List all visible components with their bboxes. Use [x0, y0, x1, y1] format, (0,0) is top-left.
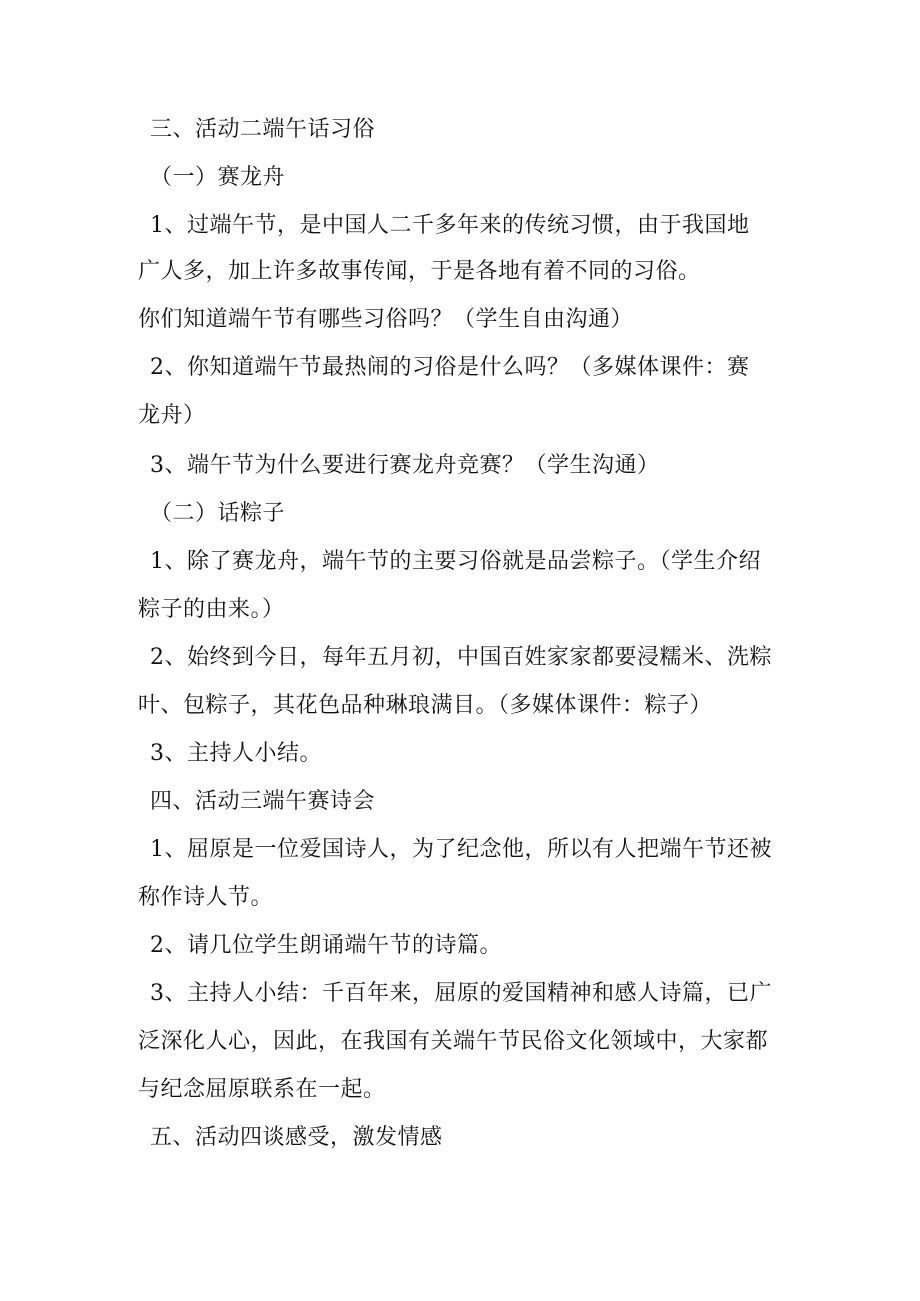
- section-heading-3: 三、活动二端午话习俗: [150, 117, 376, 142]
- paragraph-line: 叶、包粽子，其花色品种琳琅满目。（多媒体课件：粽子）: [138, 693, 713, 718]
- paragraph-line: 你们知道端午节有哪些习俗吗？（学生自由沟通）: [138, 307, 634, 332]
- paragraph-line: 称作诗人节。: [138, 885, 274, 910]
- paragraph-line: 龙舟）: [138, 403, 206, 428]
- paragraph-line: 广人多，加上许多故事传闻，于是各地有着不同的习俗。: [138, 259, 701, 284]
- section-heading-5: 五、活动四谈感受，激发情感: [150, 1125, 443, 1150]
- paragraph-line: 1、屈原是一位爱国诗人，为了纪念他，所以有人把端午节还被: [150, 837, 772, 862]
- paragraph-line: 2、始终到今日，每年五月初，中国百姓家家都要浸糯米、洗粽: [150, 645, 772, 670]
- paragraph-line: 泛深化人心，因此，在我国有关端午节民俗文化领域中，大家都: [138, 1029, 769, 1054]
- paragraph-line: 3、主持人小结。: [150, 741, 322, 766]
- subsection-heading-zongzi: （二）话粽子: [150, 501, 286, 526]
- paragraph-line: 粽子的由来。）: [138, 597, 285, 622]
- paragraph-line: 2、你知道端午节最热闹的习俗是什么吗？（多媒体课件：赛: [150, 355, 750, 380]
- paragraph-line: 3、主持人小结：千百年来，屈原的爱国精神和感人诗篇，已广: [150, 981, 772, 1006]
- paragraph-line: 3、端午节为什么要进行赛龙舟竞赛？（学生沟通）: [150, 453, 660, 478]
- paragraph-line: 与纪念屈原联系在一起。: [138, 1077, 386, 1102]
- paragraph-line: 1、除了赛龙舟，端午节的主要习俗就是品尝粽子。（学生介绍: [150, 549, 761, 574]
- subsection-heading-dragon-boat: （一）赛龙舟: [150, 165, 286, 190]
- section-heading-4: 四、活动三端午赛诗会: [150, 789, 376, 814]
- paragraph-line: 2、请几位学生朗诵端午节的诗篇。: [150, 933, 502, 958]
- paragraph-line: 1、过端午节，是中国人二千多年来的传统习惯，由于我国地: [150, 213, 750, 238]
